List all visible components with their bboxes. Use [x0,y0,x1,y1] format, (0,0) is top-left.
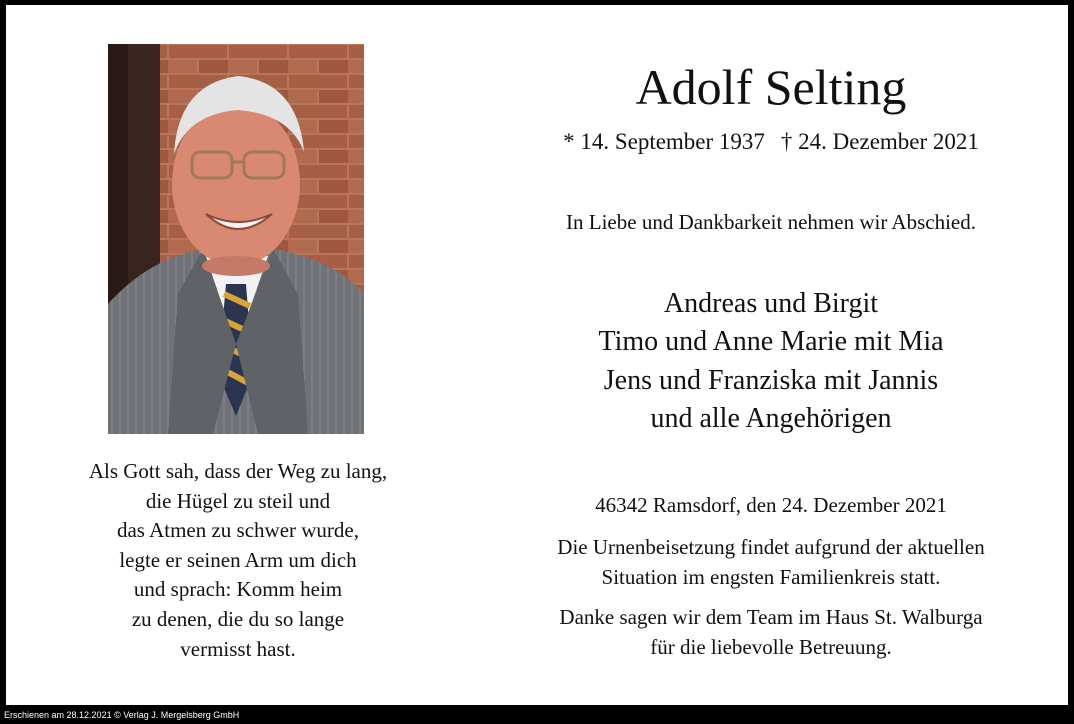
mourner-line: Timo und Anne Marie mit Mia [598,326,944,358]
mourners-list [476,285,1066,438]
mourner-line: Andreas und Birgit [663,288,879,319]
note-line: für die liebevolle Betreuung. [650,634,892,659]
poem-line: vermisst hast. [180,636,296,661]
note-line: Situation im engsten Familienkreis statt. [601,564,941,589]
portrait-image [108,44,364,434]
deceased-name: Adolf Selting [635,59,907,115]
poem-line: zu denen, die du so lange [131,606,345,631]
poem-line: die Hügel zu steil und [145,488,331,513]
note-line: Danke sagen wir dem Team im Haus St. Walburga [559,605,983,629]
poem-line: und sprach: Komm heim [133,577,343,602]
birth-date: * 14. September 1937 [563,129,765,154]
place-date: 46342 Ramsdorf, den 24. Dezember 2021 [595,493,947,517]
life-dates [476,128,1066,156]
poem-line: legte er seinen Arm um dich [119,547,357,572]
farewell-text: In Liebe und Dankbarkeit nehmen wir Abschied. [566,210,976,234]
burial-note [476,533,1066,592]
poem-line: das Atmen zu schwer wurde, [116,518,359,543]
poem-line: Als Gott sah, dass der Weg zu lang, [88,459,388,483]
poem [6,457,470,664]
note-line: Die Urnenbeisetzung findet aufgrund der aktuellen [557,535,985,559]
publication-footer: Erschienen am 28.12.2021 © Verlag J. Mergelsberg GmbH [4,710,240,720]
obituary-card [6,5,1068,705]
mourner-line: Jens und Franziska mit Jannis [603,364,939,396]
portrait-photo [108,44,364,434]
mourner-line: und alle Angehörigen [650,402,892,434]
thanks-note [476,603,1066,662]
death-date: † 24. Dezember 2021 [780,129,979,154]
